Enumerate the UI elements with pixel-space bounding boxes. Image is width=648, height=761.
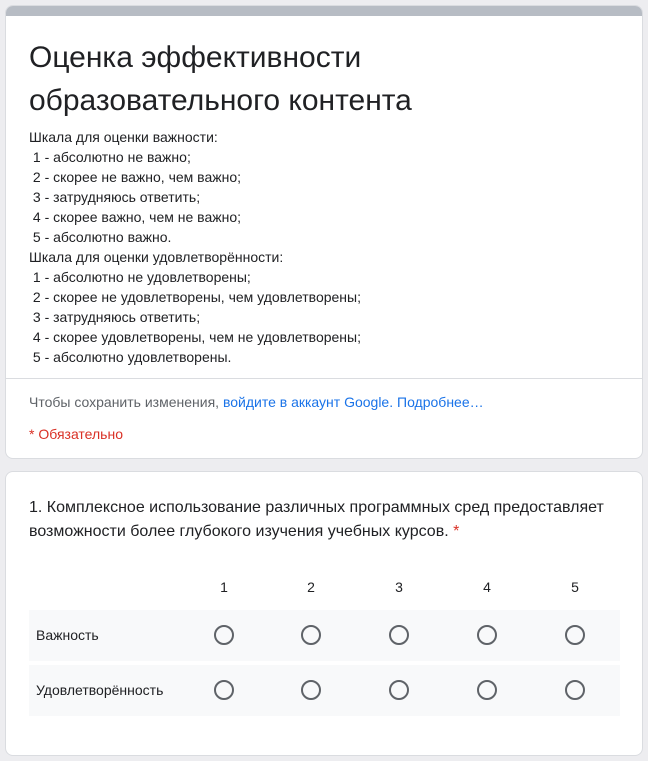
- column-label-1: 1: [220, 579, 228, 595]
- radio-satisfaction-5[interactable]: [565, 680, 585, 700]
- signin-notice: [29, 392, 484, 412]
- grid-column-headers: [29, 570, 620, 610]
- rating-grid: [29, 570, 620, 720]
- question-title: [29, 496, 629, 544]
- row-label-satisfaction: Удовлетворённость: [36, 682, 164, 698]
- learn-more-link[interactable]: Подробнее…: [397, 394, 484, 410]
- required-asterisk: *: [453, 523, 460, 540]
- header-divider: [6, 378, 642, 379]
- signin-link[interactable]: войдите в аккаунт Google.: [222, 394, 394, 410]
- radio-satisfaction-2[interactable]: [301, 680, 321, 700]
- column-label-3: 3: [395, 579, 403, 595]
- question-card: [5, 471, 643, 756]
- radio-satisfaction-4[interactable]: [477, 680, 497, 700]
- row-label-importance: Важность: [36, 627, 99, 643]
- form-description: Шкала для оценки важности: 1 - абсолютно не важно; 2 - скорее не важно, чем важно; 3 - затрудняюсь ответить; 4 - скорее важно, чем не важно; 5 - абсолютно важно. Шкала для оценки удовлетворённости: 1 - абсолютно не удовлетворены; 2 - скорее не удовлетворены, чем удовлетворены; 3 - затрудняюсь ответить; 4 - скорее удовлетворены, чем не удовлетворены; 5 - абсолютно удовлетворены.: [29, 129, 361, 365]
- form-title: Оценка эффективности образовательного контента: [29, 41, 412, 117]
- radio-importance-2[interactable]: [301, 625, 321, 645]
- header-color-stripe: [6, 6, 642, 16]
- radio-importance-3[interactable]: [389, 625, 409, 645]
- radio-importance-4[interactable]: [477, 625, 497, 645]
- question-text: 1. Комплексное использование различных программных сред предоставляет возможности более глубокого изучения учебных курсов.: [29, 499, 604, 540]
- column-label-2: 2: [307, 579, 315, 595]
- radio-satisfaction-3[interactable]: [389, 680, 409, 700]
- column-label-5: 5: [571, 579, 579, 595]
- grid-row-importance: [29, 610, 620, 661]
- radio-satisfaction-1[interactable]: [214, 680, 234, 700]
- form-header-card: [5, 5, 643, 459]
- signin-notice-text: Чтобы сохранить изменения,: [29, 394, 223, 410]
- required-note: * Обязательно: [29, 426, 123, 442]
- radio-importance-5[interactable]: [565, 625, 585, 645]
- radio-importance-1[interactable]: [214, 625, 234, 645]
- grid-row-satisfaction: [29, 665, 620, 716]
- column-label-4: 4: [483, 579, 491, 595]
